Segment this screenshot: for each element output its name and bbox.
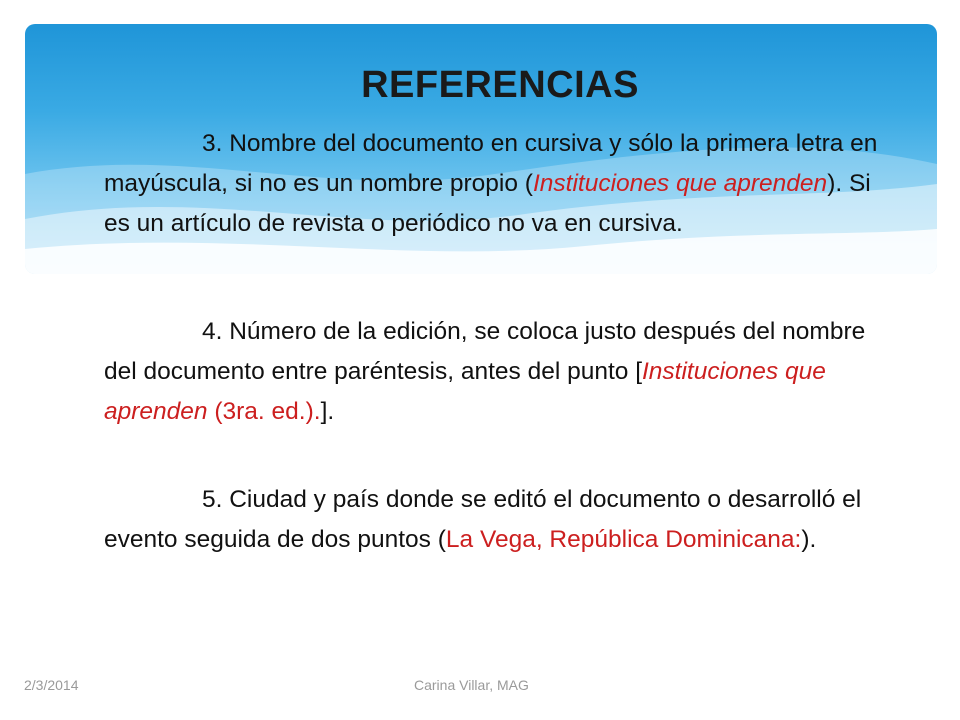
paragraph-4-text: 4. Número de la edición, se coloca justo después del nombre del documento entre paréntesis, antes del punto [ [104, 318, 866, 385]
paragraph-3-text: 3. Nombre del documento en cursiva y sólo la primera letra en mayúscula, si no es un nombre propio ( [104, 130, 878, 197]
paragraph-item-3 [104, 124, 894, 244]
paragraph-4-text-end: ]. [320, 398, 335, 425]
slide-title: REFERENCIAS [361, 64, 639, 106]
paragraph-5-text-end: ). [801, 526, 817, 553]
paragraph-item-4 [104, 312, 894, 432]
footer-date: 2/3/2014 [24, 677, 79, 693]
paragraph-4-edition: (3ra. ed.). [207, 398, 321, 425]
footer-author: Carina Villar, MAG [414, 677, 529, 693]
paragraph-4-book-title: Instituciones que aprenden [104, 358, 826, 425]
paragraph-item-5 [104, 480, 894, 560]
paragraph-5-place: La Vega, República Dominicana: [445, 526, 802, 553]
paragraph-3-book-title: Instituciones que aprenden [532, 170, 828, 197]
paragraph-5-text: 5. Ciudad y país donde se editó el documento o desarrolló el evento seguida de dos puntos ( [104, 486, 862, 553]
paragraph-3-text-end: ). Si es un artículo de revista o periódico no va en cursiva. [104, 170, 871, 237]
